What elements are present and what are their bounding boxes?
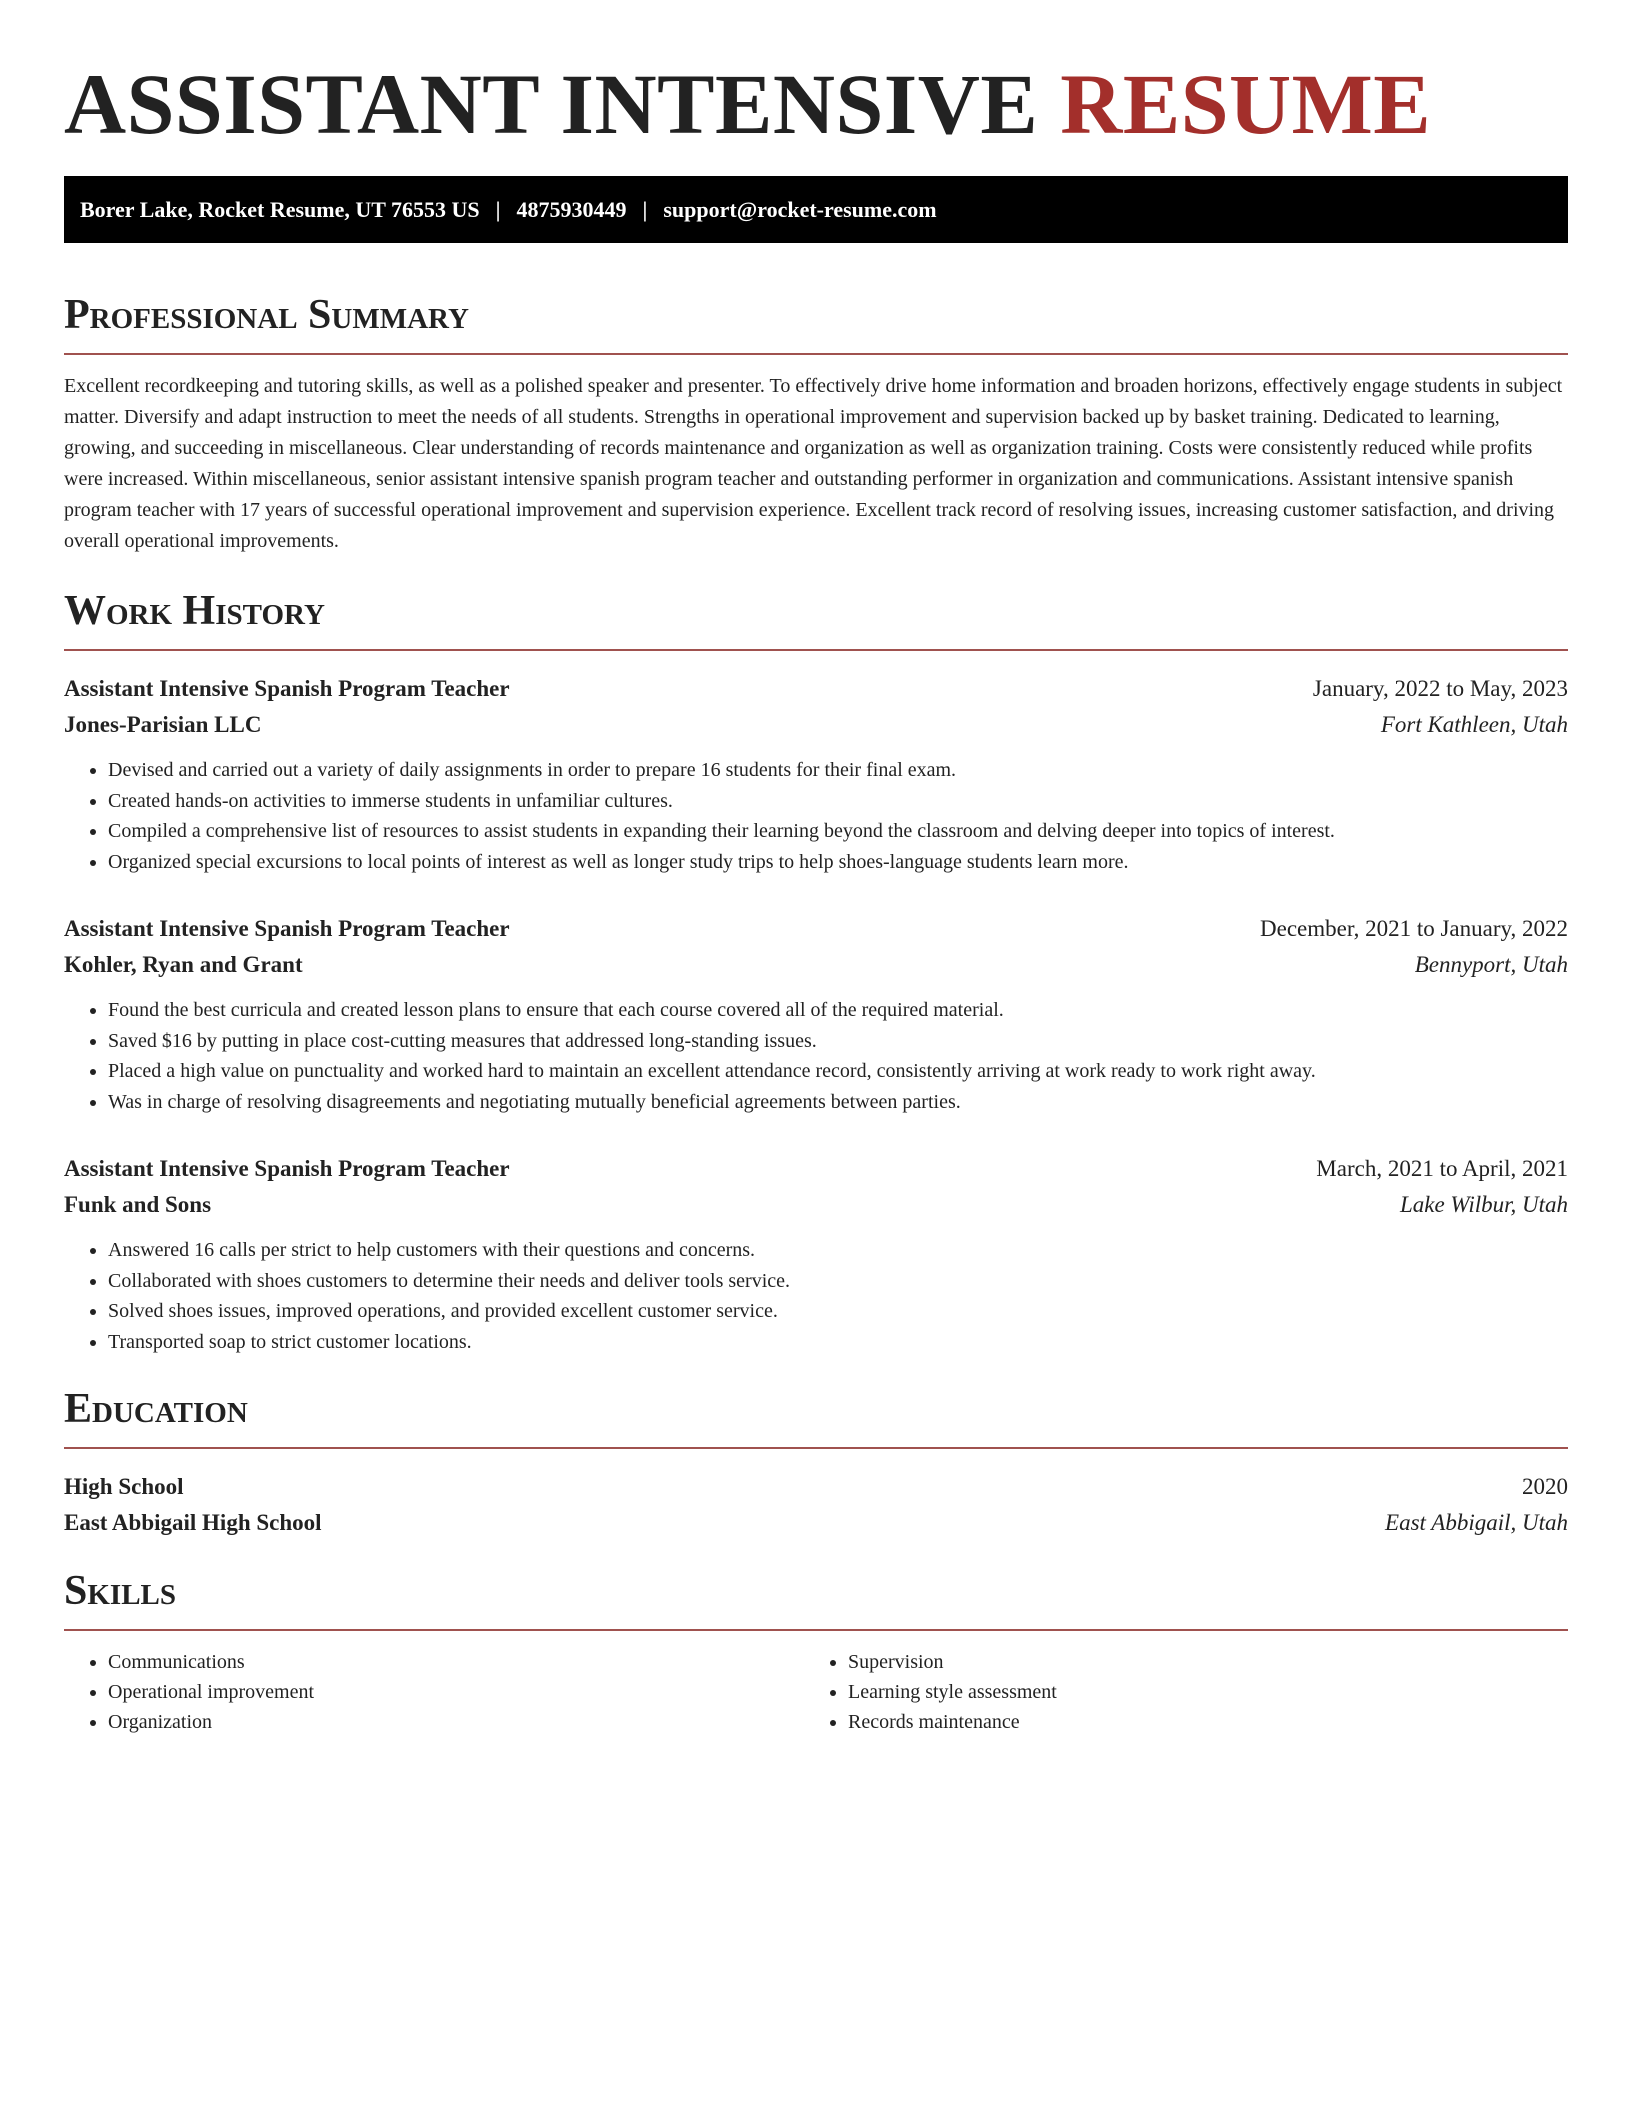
- job-bullet: • Found the best curricula and created lesson plans to ensure that each course covered all of the required material.: [108, 995, 1568, 1026]
- job-bullet: • Saved $16 by putting in place cost-cutting measures that addressed long-standing issues.: [108, 1026, 1568, 1057]
- job-dates: March, 2021 to April, 2021: [1316, 1156, 1568, 1181]
- skill-item: • Learning style assessment: [848, 1677, 1544, 1707]
- job-bullet: • Transported soap to strict customer locations.: [108, 1327, 1568, 1358]
- summary-heading: Professional Summary: [64, 292, 469, 338]
- job-bullet: • Created hands-on activities to immerse students in unfamiliar cultures.: [108, 786, 1568, 817]
- job-location: Fort Kathleen, Utah: [1380, 712, 1568, 737]
- job-title: Assistant Intensive Spanish Program Teacher: [64, 916, 510, 941]
- job-company: Kohler, Ryan and Grant: [64, 952, 303, 977]
- contact-separator: |: [495, 196, 501, 222]
- job-bullets: [64, 995, 1568, 1117]
- job-location: Lake Wilbur, Utah: [1399, 1192, 1568, 1217]
- job-bullet: • Placed a high value on punctuality and worked hard to maintain an excellent attendance record, consistently arriving at work ready to work right away.: [108, 1056, 1568, 1087]
- contact-phone: 4875930449: [516, 196, 627, 222]
- job-bullet: • Was in charge of resolving disagreements and negotiating mutually beneficial agreements between parties.: [108, 1087, 1568, 1118]
- education-entry: [64, 1469, 1568, 1541]
- education-degree: High School: [64, 1474, 184, 1499]
- job-bullet: • Answered 16 calls per strict to help customers with their questions and concerns.: [108, 1235, 1568, 1266]
- job-company: Funk and Sons: [64, 1192, 212, 1217]
- job-title: Assistant Intensive Spanish Program Teacher: [64, 676, 510, 701]
- job-bullet: • Organized special excursions to local points of interest as well as longer study trips to help shoes-language students learn more.: [108, 847, 1568, 878]
- section-divider: [64, 649, 1568, 651]
- contact-bar: [64, 176, 1568, 243]
- job-subheader: [64, 1187, 1568, 1223]
- job-entry: [64, 911, 1568, 1117]
- job-title: Assistant Intensive Spanish Program Teacher: [64, 1156, 510, 1181]
- job-entry: [64, 1151, 1568, 1357]
- skills-column-right: [804, 1647, 1544, 1737]
- job-company: Jones-Parisian LLC: [64, 712, 262, 737]
- section-divider: [64, 1447, 1568, 1449]
- skill-item: • Operational improvement: [108, 1677, 804, 1707]
- job-header: [64, 1151, 1568, 1187]
- work-heading: Work History: [64, 588, 325, 634]
- section-divider: [64, 1629, 1568, 1631]
- education-heading: Education: [64, 1386, 248, 1432]
- education-school: East Abbigail High School: [64, 1510, 322, 1535]
- job-dates: January, 2022 to May, 2023: [1312, 676, 1568, 701]
- skill-item: • Supervision: [848, 1647, 1544, 1677]
- job-header: [64, 671, 1568, 707]
- skills-column-left: [64, 1647, 804, 1737]
- education-header: [64, 1469, 1568, 1505]
- job-location: Bennyport, Utah: [1414, 952, 1568, 977]
- job-bullet: • Solved shoes issues, improved operations, and provided excellent customer service.: [108, 1296, 1568, 1327]
- job-subheader: [64, 707, 1568, 743]
- job-bullet: • Devised and carried out a variety of daily assignments in order to prepare 16 students for their final exam.: [108, 755, 1568, 786]
- contact-email: support@rocket-resume.com: [663, 196, 937, 222]
- title-accent: RESUME: [1060, 56, 1432, 152]
- summary-text: Excellent recordkeeping and tutoring skills, as well as a polished speaker and presenter. To effectively drive home information and broaden horizons, effectively engage students in subject matter. Diversify and adapt instruction to meet the needs of all students. Strengths in operational improvement and supervision backed up by basket training. Dedicated to learning, growing, and succeeding in miscellaneous. Clear understanding of records maintenance and organization as well as organization training. Costs were consistently reduced while profits were increased. Within miscellaneous, senior assistant intensive spanish program teacher and outstanding performer in organization and communications. Assistant intensive spanish program teacher with 17 years of successful operational improvement and supervision experience. Excellent track record of resolving issues, increasing customer satisfaction, and driving overall operational improvements.: [64, 375, 1563, 552]
- job-bullet: • Collaborated with shoes customers to determine their needs and deliver tools service.: [108, 1266, 1568, 1297]
- contact-address: Borer Lake, Rocket Resume, UT 76553 US: [80, 196, 480, 222]
- job-entry: [64, 671, 1568, 877]
- job-dates: December, 2021 to January, 2022: [1260, 916, 1568, 941]
- education-subheader: [64, 1505, 1568, 1541]
- skill-item: • Communications: [108, 1647, 804, 1677]
- skills-list: [64, 1647, 1568, 1737]
- job-bullets: [64, 1235, 1568, 1357]
- skill-item: • Organization: [108, 1707, 804, 1737]
- contact-separator: |: [642, 196, 648, 222]
- education-location: East Abbigail, Utah: [1385, 1510, 1568, 1535]
- education-year: 2020: [1522, 1474, 1568, 1499]
- skill-item: • Records maintenance: [848, 1707, 1544, 1737]
- skills-heading: Skills: [64, 1568, 177, 1614]
- title-main: ASSISTANT INTENSIVE: [64, 56, 1039, 152]
- job-subheader: [64, 947, 1568, 983]
- job-bullet: • Compiled a comprehensive list of resources to assist students in expanding their learning beyond the classroom and delving deeper into topics of interest.: [108, 816, 1568, 847]
- job-header: [64, 911, 1568, 947]
- resume-title: [64, 54, 1568, 154]
- job-bullets: [64, 755, 1568, 877]
- section-divider: [64, 353, 1568, 355]
